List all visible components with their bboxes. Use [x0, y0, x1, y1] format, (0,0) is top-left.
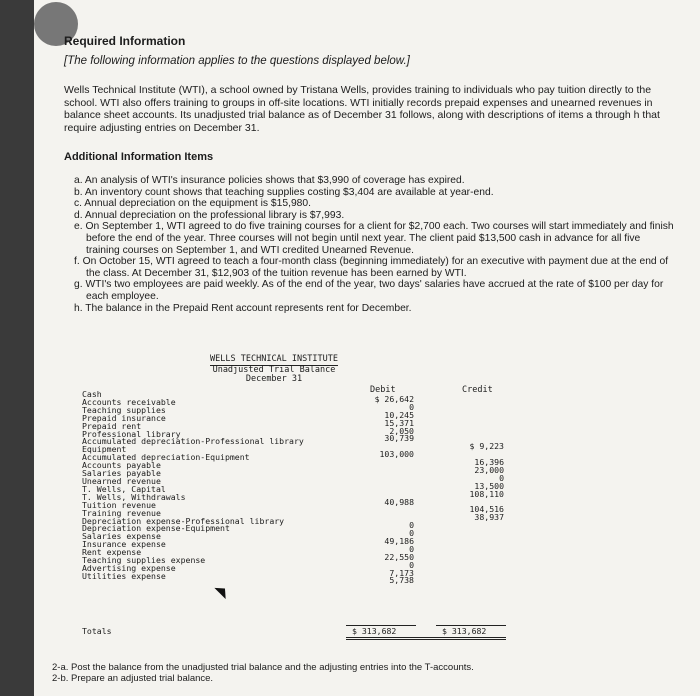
- table-row-account: Accumulated depreciation-Equipment: [82, 452, 250, 463]
- table-row-account: Depreciation expense-Professional library: [82, 515, 285, 526]
- table-row-debit: 10,245: [384, 409, 414, 420]
- table-row-account: Accumulated depreciation-Professional library: [82, 436, 304, 447]
- instructions: [52, 662, 474, 684]
- debit-column: [344, 396, 414, 585]
- section-subtitle: [The following information applies to the questions displayed below.]: [64, 55, 410, 67]
- table-row-account: Equipment: [82, 444, 127, 455]
- table-row-credit: [434, 420, 504, 428]
- table-row-debit: [344, 475, 414, 483]
- table-row-account: Prepaid rent: [82, 420, 142, 431]
- table-row-credit: 0: [499, 472, 504, 483]
- total-credit: $ 313,682: [442, 626, 487, 636]
- table-row-account: Salaries payable: [82, 468, 161, 479]
- table-row-credit: 104,516: [469, 504, 504, 515]
- table-row-account: Accounts payable: [82, 460, 161, 471]
- list-item: g. WTI's two employees are paid weekly. As of the end of the year, two days' salaries have accrued at the rate of $100 per day for each employee.: [74, 279, 664, 302]
- table-row-debit: 49,186: [384, 536, 414, 547]
- account-names-column: [82, 391, 382, 581]
- debit-header: Debit: [370, 385, 396, 395]
- table-row-debit: [344, 514, 414, 522]
- table-row-credit: [434, 562, 504, 570]
- intro-paragraph: Wells Technical Institute (WTI), a school owned by Tristana Wells, provides training to individuals who pay tuition directly to the school. WTI also offers training to groups in off-site locations. WTI initially records prepaid expenses and unearned revenues in balance sheet accounts. Its unadjusted trial balance as of December 31 follows, along with descriptions of items a through h that require adjusting entries on December 31.: [64, 84, 660, 134]
- table-row-account: Unearned revenue: [82, 475, 161, 486]
- table-row-credit: [434, 428, 504, 436]
- trial-balance-title: Unadjusted Trial Balance: [212, 364, 336, 375]
- table-row-account: Teaching supplies: [82, 404, 166, 415]
- table-row-account: Tuition revenue: [82, 499, 156, 510]
- list-item: a. An analysis of WTI's insurance policies shows that $3,990 of coverage has expired.: [74, 175, 465, 186]
- table-row-debit: 22,550: [384, 551, 414, 562]
- table-row-account: T. Wells, Capital: [82, 483, 166, 494]
- table-row-debit: [344, 467, 414, 475]
- table-row-credit: $ 9,223: [469, 441, 504, 452]
- trial-balance-date: December 31: [245, 374, 303, 384]
- table-row-debit: 0: [409, 543, 414, 554]
- table-row-debit: 103,000: [379, 449, 414, 460]
- table-row-account: Advertising expense: [82, 562, 176, 573]
- table-row-credit: [434, 412, 504, 420]
- company-name: WELLS TECHNICAL INSTITUTE: [210, 354, 338, 364]
- table-row-account: Cash: [82, 389, 102, 399]
- table-row-debit: 0: [409, 559, 414, 570]
- table-row-credit: [434, 570, 504, 578]
- table-row-account: T. Wells, Withdrawals: [82, 491, 186, 502]
- table-row-credit: [434, 530, 504, 538]
- additional-info-list: [74, 175, 674, 314]
- table-row-debit: [344, 483, 414, 491]
- table-row-credit: 23,000: [474, 465, 504, 476]
- table-row-credit: 13,500: [474, 480, 504, 491]
- table-row-account: Insurance expense: [82, 539, 166, 550]
- credit-column: [434, 396, 504, 585]
- table-row-credit: 38,937: [474, 512, 504, 523]
- table-row-credit: [434, 538, 504, 546]
- list-item: f. On October 15, WTI agreed to teach a four-month class (beginning immediately) for an executive with payment due at the end of the class. At December 31, $12,903 of the tuition revenue has been earned by WTI.: [74, 256, 669, 279]
- table-row-credit: [434, 522, 504, 530]
- table-row-credit: 108,110: [469, 488, 504, 499]
- table-row-debit: $ 26,642: [374, 394, 414, 404]
- table-row-debit: 0: [409, 520, 414, 531]
- list-item: b. An inventory count shows that teaching supplies costing $3,404 are available at year-end.: [74, 186, 494, 198]
- instruction-2a: 2-a. Post the balance from the unadjusted trial balance and the adjusting entries into the T-accounts.: [52, 662, 474, 673]
- table-row-credit: [434, 546, 504, 554]
- table-row-debit: [344, 506, 414, 514]
- table-row-credit: [434, 554, 504, 562]
- grand-total-double-rule: [346, 637, 506, 640]
- list-item: e. On September 1, WTI agreed to do five training courses for a client for $2,700 each. Two courses will start immediately and finish before the end of the year. Three courses will not begin until next year. The client paid $13,500 cash in advance for all five training courses on September 1, and WTI credited Unearned Revenue.: [74, 221, 674, 256]
- table-row-account: Prepaid insurance: [82, 412, 166, 423]
- table-row-debit: 7,173: [389, 567, 414, 578]
- table-row-debit: 30,739: [384, 433, 414, 444]
- table-row-account: Training revenue: [82, 507, 161, 518]
- table-row-credit: 16,396: [474, 457, 504, 468]
- table-row-debit: 40,988: [384, 496, 414, 507]
- table-row-account: Professional library: [82, 428, 181, 439]
- mouse-cursor-icon: [214, 583, 230, 599]
- table-row-debit: 0: [409, 528, 414, 539]
- table-row-account: Utilities expense: [82, 570, 166, 581]
- table-row-debit: 15,371: [384, 417, 414, 428]
- document-page: [34, 0, 700, 696]
- table-row-debit: 5,738: [389, 575, 414, 586]
- additional-info-title: Additional Information Items: [64, 151, 214, 163]
- section-title: Required Information: [64, 34, 186, 48]
- table-row-account: Rent expense: [82, 547, 142, 558]
- table-row-account: Teaching supplies expense: [82, 555, 206, 566]
- table-row-credit: [434, 577, 504, 585]
- table-row-debit: 0: [409, 401, 414, 412]
- credit-header: Credit: [462, 385, 493, 395]
- table-row-account: Salaries expense: [82, 531, 161, 542]
- trial-balance-heading: [204, 355, 344, 385]
- table-row-debit: 2,050: [389, 425, 414, 436]
- totals-label: Totals: [82, 626, 112, 636]
- table-row-debit: [344, 459, 414, 467]
- table-row-credit: [434, 404, 504, 412]
- instruction-2b: 2-b. Prepare an adjusted trial balance.: [52, 673, 214, 684]
- table-row-account: Depreciation expense-Equipment: [82, 523, 230, 534]
- table-row-account: Accounts receivable: [82, 396, 176, 407]
- total-debit: $ 313,682: [352, 626, 397, 636]
- table-row-credit: [434, 396, 504, 404]
- list-item: h. The balance in the Prepaid Rent account represents rent for December.: [74, 302, 412, 314]
- list-item: c. Annual depreciation on the equipment is $15,980.: [74, 198, 311, 210]
- list-item: d. Annual depreciation on the professional library is $7,993.: [74, 209, 345, 221]
